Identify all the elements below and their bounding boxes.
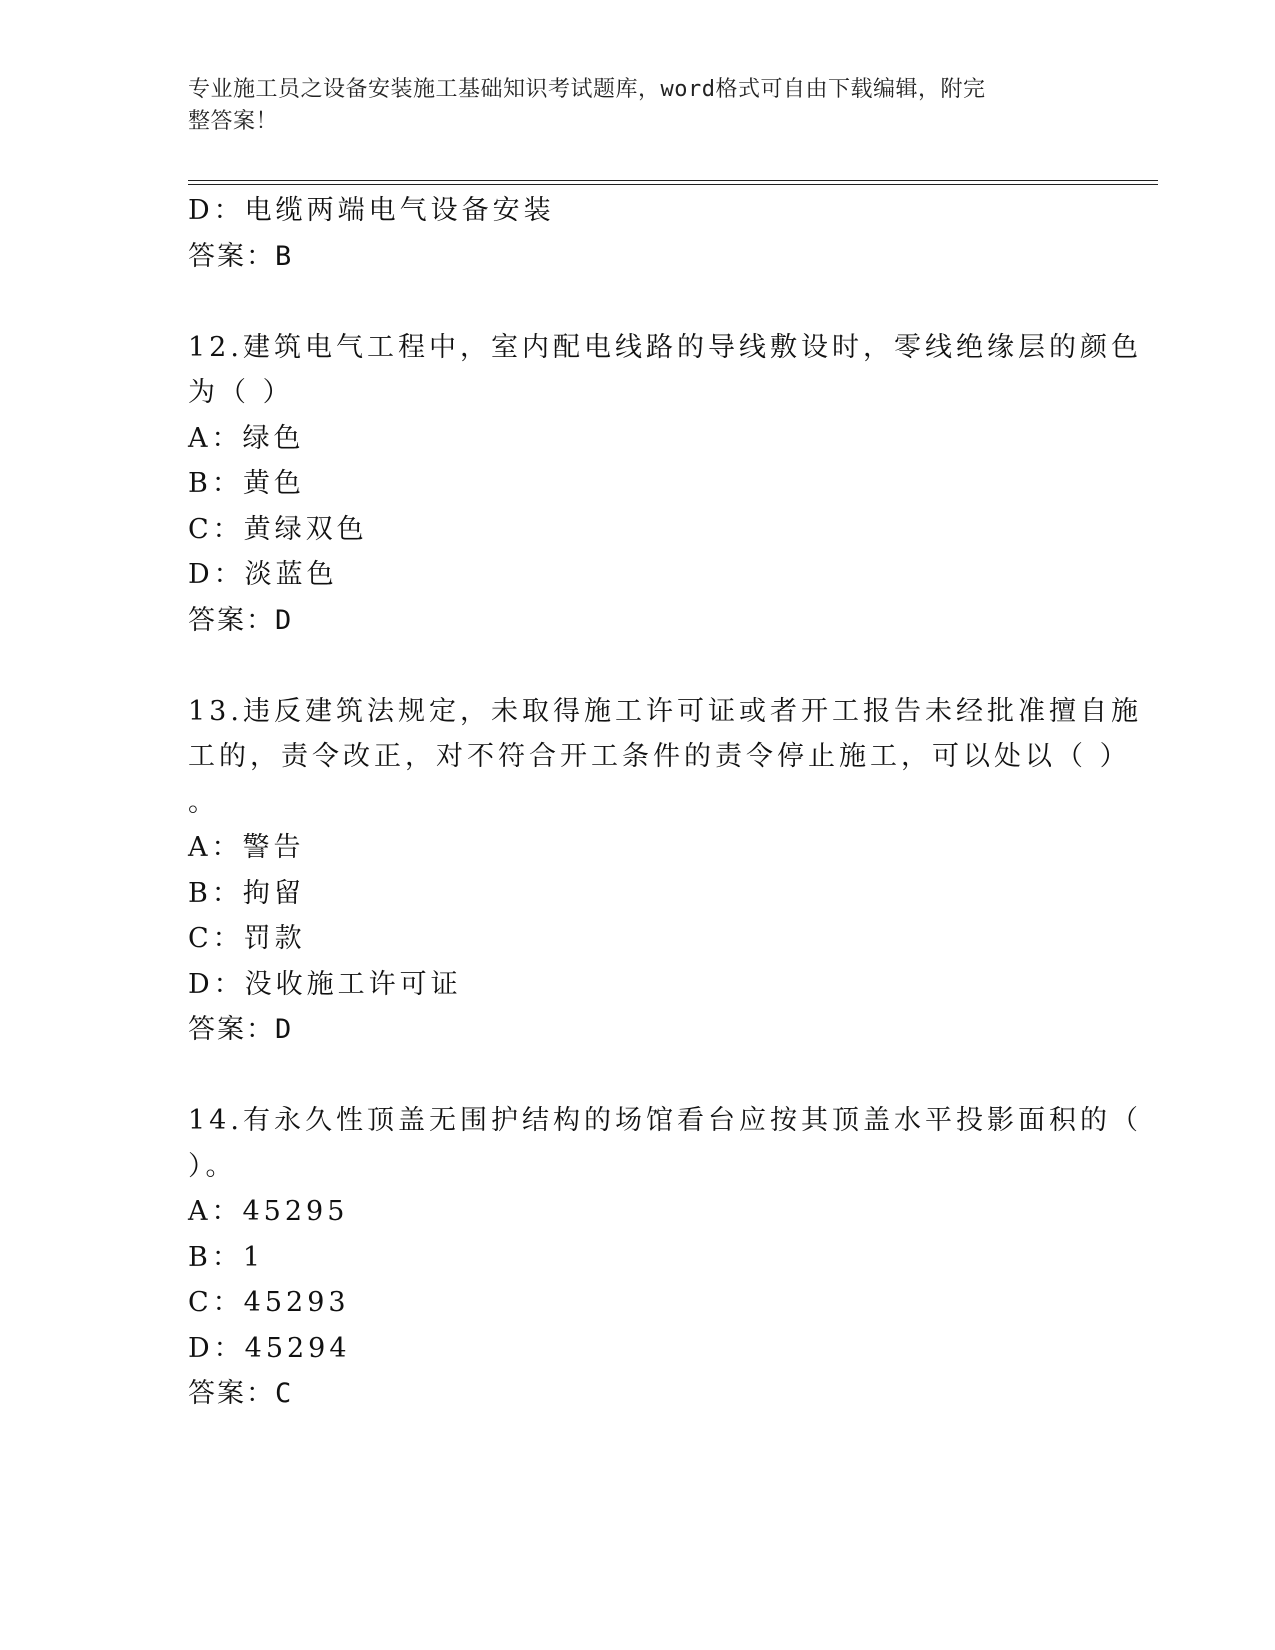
question-stem: 工的，责令改正，对不符合开工条件的责令停止施工，可以处以（ ） <box>188 741 1131 772</box>
document-header <box>188 74 1068 138</box>
option-b: B：拘留 <box>188 877 305 909</box>
answer-line <box>188 1007 1088 1053</box>
answer-line <box>188 598 1088 644</box>
option-c: C：罚款 <box>188 923 306 954</box>
spacer <box>188 1053 1088 1099</box>
answer-label: 答案： <box>188 1378 275 1409</box>
question-stem: 。 <box>188 786 219 818</box>
option-d: D：电缆两端电气设备安装 <box>188 195 555 226</box>
question-14 <box>188 1098 1142 1417</box>
question-13 <box>188 689 1142 1053</box>
question-stem: 14.有永久性顶盖无围护结构的场馆看台应按其顶盖水平投影面积的（ <box>188 1105 1142 1136</box>
option-a: A：45295 <box>188 1196 349 1227</box>
option-a: A：绿色 <box>188 422 305 454</box>
option-a: A：警告 <box>188 832 305 863</box>
question-stem: 13.违反建筑法规定，未取得施工许可证或者开工报告未经批准擅自施 <box>188 695 1142 727</box>
question-content <box>188 188 1142 1417</box>
question-11-tail <box>188 188 1088 279</box>
option-b: B：黄色 <box>188 468 305 499</box>
question-stem: 为（ ） <box>188 377 294 408</box>
spacer <box>188 279 1088 325</box>
header-divider <box>188 180 1158 185</box>
question-12 <box>188 325 1142 644</box>
answer-label: 答案： <box>188 1014 275 1045</box>
answer-value: C <box>275 1378 294 1409</box>
option-d: D：淡蓝色 <box>188 559 338 590</box>
answer-value: D <box>275 604 294 636</box>
option-d: D：45294 <box>188 1332 351 1364</box>
header-line-2: 整答案！ <box>188 109 279 134</box>
option-c: C：45293 <box>188 1287 350 1318</box>
option-d: D：没收施工许可证 <box>188 968 462 1000</box>
option-c: C：黄绿双色 <box>188 513 368 545</box>
answer-value: D <box>275 1014 294 1045</box>
answer-value: B <box>275 240 294 272</box>
answer-label: 答案： <box>188 240 275 272</box>
answer-line <box>188 234 1088 280</box>
spacer <box>188 643 1088 689</box>
header-line-1: 专业施工员之设备安装施工基础知识考试题库，word格式可自由下载编辑，附完 <box>188 77 986 102</box>
answer-line <box>188 1371 1088 1417</box>
answer-label: 答案： <box>188 604 275 636</box>
question-stem: 12.建筑电气工程中，室内配电线路的导线敷设时，零线绝缘层的颜色 <box>188 331 1142 363</box>
question-stem: ）。 <box>188 1150 237 1182</box>
option-b: B：1 <box>188 1241 265 1273</box>
